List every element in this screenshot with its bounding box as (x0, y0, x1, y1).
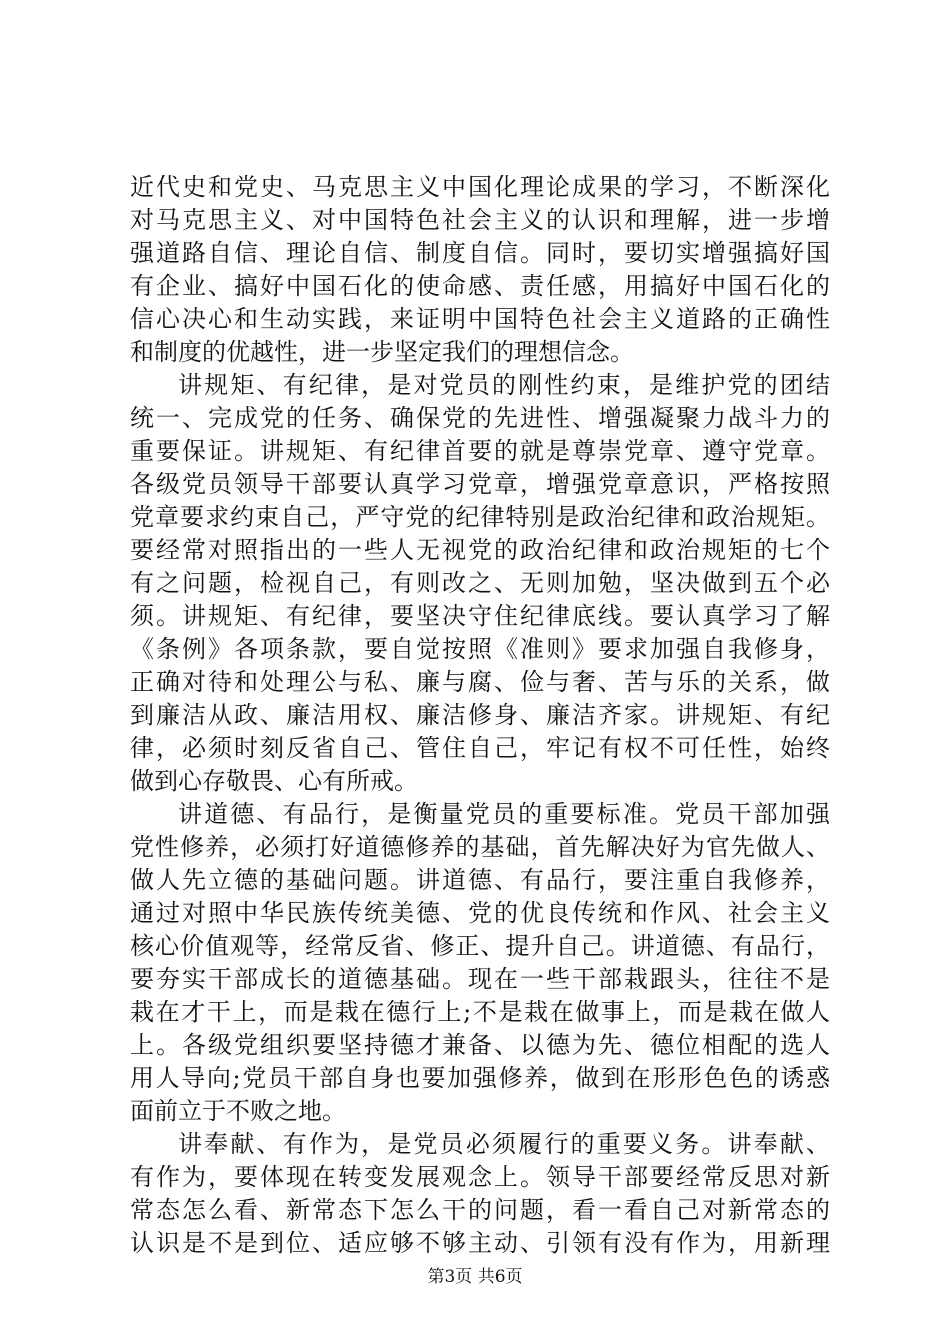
text-line: 信心决心和生动实践，来证明中国特色社会主义道路的正确性 (130, 305, 830, 333)
text-line: 到廉洁从政、廉洁用权、廉洁修身、廉洁齐家。讲规矩、有纪 (130, 701, 830, 729)
text-line: 强道路自信、理论自信、制度自信。同时，要切实增强搞好国 (130, 239, 830, 267)
paragraph-first-line: 讲规矩、有纪律，是对党员的刚性约束，是维护党的团结 (178, 371, 830, 399)
text-line: 正确对待和处理公与私、廉与腐、俭与奢、苦与乐的关系，做 (130, 668, 830, 696)
text-line: 用人导向;党员干部自身也要加强修养，做到在形形色色的诱惑 (130, 1064, 830, 1092)
text-line: 要夯实干部成长的道德基础。现在一些干部栽跟头，往往不是 (130, 965, 830, 993)
text-line: 核心价值观等，经常反省、修正、提升自己。讲道德、有品行， (130, 932, 830, 960)
text-line: 《条例》各项条款，要自觉按照《准则》要求加强自我修身， (130, 635, 830, 663)
text-line: 有企业、搞好中国石化的使命感、责任感，用搞好中国石化的 (130, 272, 830, 300)
text-line: 通过对照中华民族传统美德、党的优良传统和作风、社会主义 (130, 899, 830, 927)
text-line: 有作为，要体现在转变发展观念上。领导干部要经常反思对新 (130, 1163, 830, 1191)
body-text (130, 171, 830, 1260)
text-line: 重要保证。讲规矩、有纪律首要的就是尊崇党章、遵守党章。 (130, 437, 830, 465)
text-line: 认识是不是到位、适应够不够主动、引领有没有作为，用新理 (130, 1229, 830, 1257)
text-line: 近代史和党史、马克思主义中国化理论成果的学习，不断深化 (130, 173, 830, 201)
page-footer (0, 1262, 950, 1287)
text-line: 要经常对照指出的一些人无视党的政治纪律和政治规矩的七个 (130, 536, 830, 564)
text-line: 党章要求约束自己，严守党的纪律特别是政治纪律和政治规矩。 (130, 503, 830, 531)
text-line: 和制度的优越性，进一步坚定我们的理想信念。 (130, 338, 634, 366)
text-line: 统一、完成党的任务、确保党的先进性、增强凝聚力战斗力的 (130, 404, 830, 432)
text-line: 上。各级党组织要坚持德才兼备、以德为先、德位相配的选人 (130, 1031, 830, 1059)
text-line: 栽在才干上，而是栽在德行上;不是栽在做事上，而是栽在做人 (130, 998, 830, 1026)
text-line: 常态怎么看、新常态下怎么干的问题，看一看自己对新常态的 (130, 1196, 830, 1224)
page-number: 第3页 共6页 (427, 1267, 523, 1287)
paragraph-first-line: 讲奉献、有作为，是党员必须履行的重要义务。讲奉献、 (178, 1130, 830, 1158)
text-line: 各级党员领导干部要认真学习党章，增强党章意识，严格按照 (130, 470, 830, 498)
text-line: 对马克思主义、对中国特色社会主义的认识和理解，进一步增 (130, 206, 830, 234)
paragraph-first-line: 讲道德、有品行，是衡量党员的重要标准。党员干部加强 (178, 800, 830, 828)
text-line: 面前立于不败之地。 (130, 1097, 346, 1125)
text-line: 做到心存敬畏、心有所戒。 (130, 767, 418, 795)
text-line: 有之问题，检视自己，有则改之、无则加勉，坚决做到五个必 (130, 569, 830, 597)
text-line: 做人先立德的基础问题。讲道德、有品行，要注重自我修养， (130, 866, 830, 894)
text-line: 党性修养，必须打好道德修养的基础，首先解决好为官先做人、 (130, 833, 830, 861)
text-line: 须。讲规矩、有纪律，要坚决守住纪律底线。要认真学习了解 (130, 602, 830, 630)
text-line: 律，必须时刻反省自己、管住自己，牢记有权不可任性，始终 (130, 734, 830, 762)
